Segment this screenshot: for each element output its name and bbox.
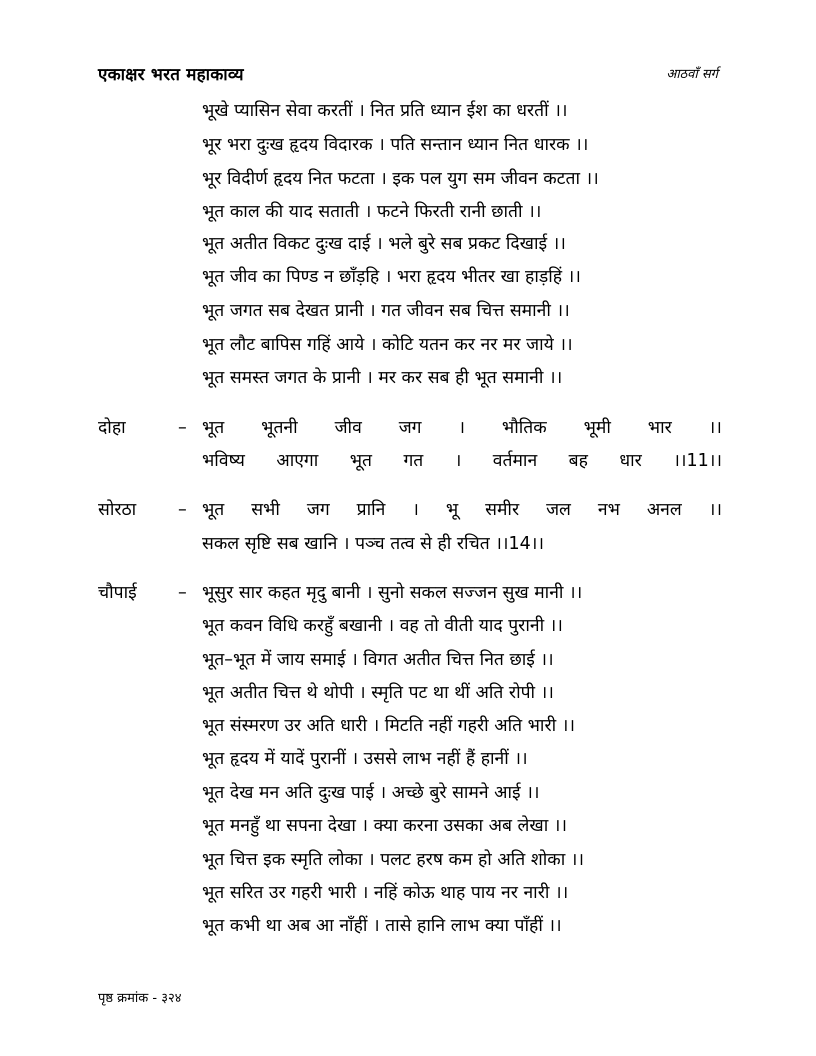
verse-word: गत [403,451,424,471]
verse-word: भौतिक [501,418,547,438]
verse-word: भूतनी [261,418,298,438]
book-title: एकाक्षर भरत महाकाव्य [98,65,244,85]
verse-word: भूमी [583,418,611,438]
verse-line: भूत लौट बापिस गहिं आये । कोटि यतन कर नर मर जाये ।। [202,335,573,355]
verse-line: भूत अतीत चित्त थे थोपी । स्मृति पट था थीं अति रोपी ।। [202,683,554,703]
page-number: पृष्ठ क्रमांक - ३२४ [98,991,182,1006]
verse-word: ।। [708,418,722,438]
verse-line: भूत देख मन अति दुःख पाई । अच्छे बुरे सामने आई ।। [202,783,540,803]
verse-word: अनल [646,500,682,520]
verse-line: भूत कभी था अब आ नाँहीं । तासे हानि लाभ क्या पाँहीं ।। [202,916,562,936]
verse-word: जीव [334,418,362,438]
verse-word: सभी [251,500,280,520]
verse-word: । [458,418,466,438]
sortha-dash: – [178,500,187,520]
verse-line: भूत समस्त जगत के प्रानी । मर कर सब ही भूत समानी ।। [202,368,563,388]
verse-word: भूत [202,500,225,520]
verse-line: भूत काल की याद सताती । फटने फिरती रानी छाती ।। [202,202,542,222]
verse-line: भूत संस्मरण उर अति धारी । मिटति नहीं गहरी अति भारी ।। [202,716,575,736]
verse-word: जग [306,500,330,520]
verse-word: । [412,500,419,520]
verse-word: भूत [349,451,373,471]
verse-line: भूर विदीर्ण हृदय नित फटता । इक पल युग सम जीवन कटता ।। [202,169,599,189]
verse-word: बह [568,451,588,471]
chaupai-dash: – [178,583,187,603]
verse-line: भूत सरित उर गहरी भारी । नहिं कोऊ थाह पाय नर नारी ।। [202,883,569,903]
verse-word: आएगा [276,451,319,471]
verse-word: नभ [597,500,620,520]
verse-line: भूत जगत सब देखत प्रानी । गत जीवन सब चित्त समानी ।। [202,301,570,321]
verse-line: भूत हृदय में यादें पुरानीं । उससे लाभ नहीं हैं हानीं ।। [202,749,528,769]
doha-dash: – [178,418,187,438]
doha-line-2 [202,446,722,476]
verse-word: धार [619,451,642,471]
verse-word: भविष्य [202,451,245,471]
doha-label: दोहा [98,418,126,438]
verse-line: भूत–भूत में जाय समाई । विगत अतीत चित्त नित छाई ।। [202,650,554,670]
verse-line: भूत मनहुँ था सपना देखा । क्या करना उसका अब लेखा ।। [202,816,568,836]
verse-word: ।। [708,500,722,520]
chaupai-label: चौपाई [98,583,137,603]
verse-word: जग [398,418,422,438]
verse-line: भूत अतीत विकट दुःख दाई । भले बुरे सब प्रकट दिखाई ।। [202,234,566,254]
verse-word: भार [647,418,672,438]
verse-line: भूर भरा दुःख हृदय विदारक । पति सन्तान ध्यान नित धारक ।। [202,135,589,155]
verse-word: प्रानि [356,500,386,520]
page-header [98,62,718,88]
verse-word: भूत [202,418,225,438]
verse-line: भूत चित्त इक स्मृति लोका । पलट हरष कम हो अति शोका ।। [202,850,585,870]
sortha-label: सोरठा [98,500,137,520]
verse-line: भूत जीव का पिण्ड न छाँड़हि । भरा हृदय भीतर खा हाड़हिं ।। [202,267,581,287]
verse-line: भूसुर सार कहत मृदु बानी । सुनो सकल सज्जन सुख मानी ।। [202,583,583,603]
verse-line: भूत कवन विधि करहुँ बखानी । वह तो वीती याद पुरानी ।। [202,616,563,636]
sortha-line-2: सकल सृष्टि सब खानि । पञ्च तत्व से ही रचित ।।14।। [202,534,545,554]
verse-word: समीर [485,500,520,520]
verse-word: । [454,451,462,471]
doha-line-1 [202,413,722,443]
verse-word: वर्तमान [492,451,538,471]
verse-word: ।।11।। [673,451,722,471]
canto-label: आठवाँ सर्ग [666,67,718,82]
verse-word: भू [445,500,459,520]
verse-line: भूखे प्यासिन सेवा करतीं । नित प्रति ध्यान ईश का धरतीं ।। [202,101,568,121]
verse-word: जल [546,500,571,520]
sortha-line-1 [202,495,722,525]
